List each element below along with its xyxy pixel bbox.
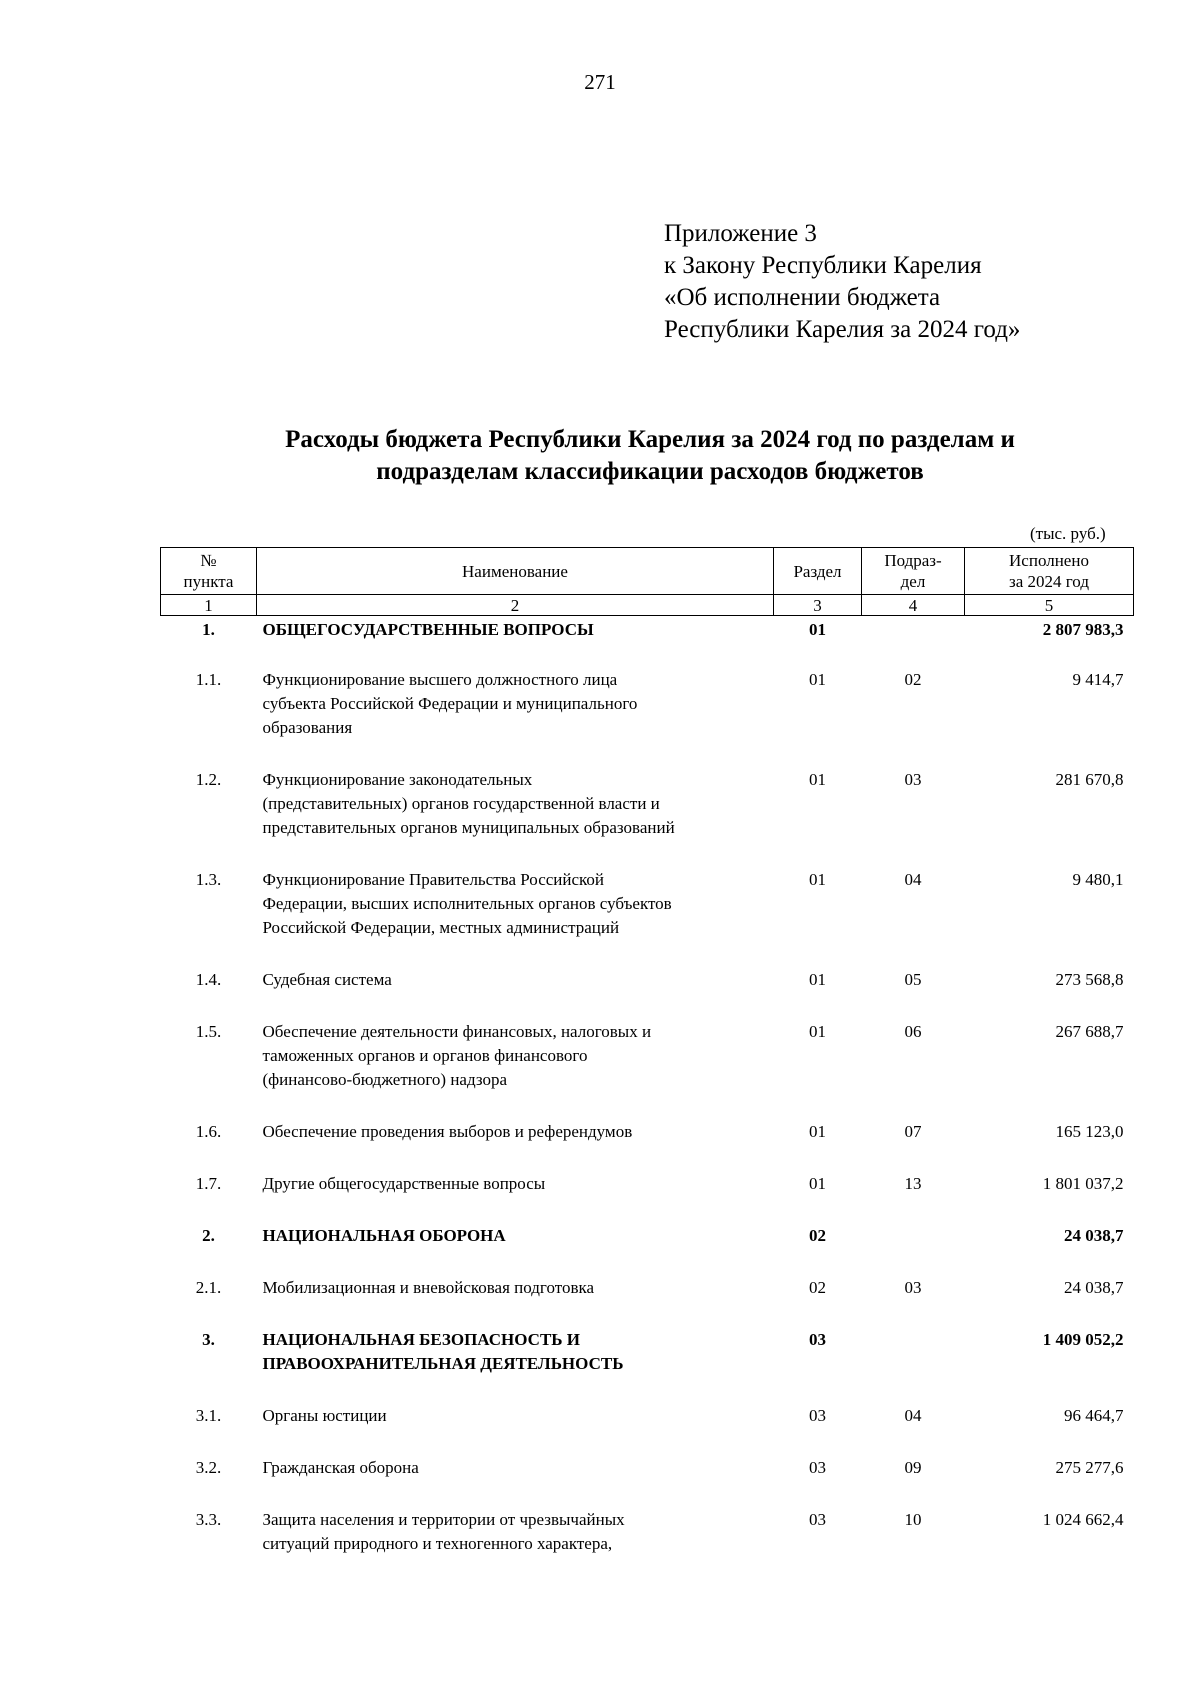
item-number-cell: 1.1. [195, 669, 222, 689]
item-name-cell [257, 668, 774, 768]
item-name-line: субъекта Российской Федерации и муниципального [262, 693, 638, 713]
item-name-line: Обеспечение проведения выборов и референдумов [262, 1121, 633, 1141]
item-number-cell: 3.1. [195, 1405, 222, 1425]
subsection-code-cell: 06 [904, 1021, 922, 1041]
header-subsection-line-2: дел [900, 572, 926, 591]
item-name-cell [257, 1120, 774, 1172]
item-name-cell [257, 616, 774, 668]
executed-amount-cell: 165 123,0 [1055, 1121, 1124, 1141]
item-name-line: ОБЩЕГОСУДАРСТВЕННЫЕ ВОПРОСЫ [262, 620, 594, 639]
item-number-cell: 2.1. [195, 1277, 222, 1297]
table-row [161, 1508, 1134, 1584]
subsection-code-cell: 02 [904, 669, 922, 689]
executed-amount-cell: 9 414,7 [1072, 669, 1124, 689]
section-code-cell: 01 [809, 769, 826, 789]
subsection-code-cell: 04 [904, 869, 922, 889]
table-row [161, 1120, 1134, 1172]
item-name-line: Федерации, высших исполнительных органов субъектов [262, 893, 672, 913]
title-line-1: Расходы бюджета Республики Карелия за 2024 год по разделам и [285, 426, 1015, 453]
item-number-cell: 1.5. [195, 1021, 222, 1041]
appendix-line-2: к Закону Республики Карелия [664, 252, 982, 279]
item-name-line: Российской Федерации, местных администраций [262, 917, 620, 937]
item-name-line: Судебная система [262, 969, 392, 989]
header-item-number-line-1: № [200, 551, 217, 570]
subsection-code-cell [862, 1328, 965, 1404]
item-name-cell [257, 1328, 774, 1404]
page-number: 271 [584, 70, 616, 94]
appendix-line-3: «Об исполнении бюджета [664, 284, 941, 311]
item-name-cell [257, 868, 774, 968]
units-note: (тыс. руб.) [1030, 524, 1106, 543]
section-code-cell: 02 [809, 1277, 826, 1297]
subsection-code-cell: 10 [904, 1509, 922, 1529]
item-name-line: Функционирование Правительства Российской [262, 869, 605, 889]
item-number-cell: 3.2. [195, 1457, 222, 1477]
header-section: Раздел [774, 548, 862, 595]
subsection-code-cell: 13 [904, 1173, 922, 1193]
subsection-code-cell: 07 [904, 1121, 922, 1141]
subsection-code-cell [862, 1224, 965, 1276]
header-executed [965, 548, 1134, 595]
executed-amount-cell: 9 480,1 [1072, 869, 1124, 889]
table-row [161, 616, 1134, 668]
table-row [161, 868, 1134, 968]
table-row [161, 1404, 1134, 1456]
executed-amount-cell: 2 807 983,3 [1042, 620, 1124, 639]
item-name-cell [257, 1020, 774, 1120]
title-line-2: подразделам классификации расходов бюджетов [376, 458, 924, 485]
item-name-line: ПРАВООХРАНИТЕЛЬНАЯ ДЕЯТЕЛЬНОСТЬ [262, 1353, 624, 1373]
table-row [161, 668, 1134, 768]
subsection-code-cell: 03 [904, 769, 922, 789]
item-number-cell: 1.3. [195, 869, 222, 889]
column-number: 3 [774, 595, 862, 616]
executed-amount-cell: 1 409 052,2 [1042, 1329, 1124, 1349]
item-name-cell [257, 1404, 774, 1456]
item-number-cell: 1.6. [195, 1121, 222, 1141]
item-name-cell [257, 768, 774, 868]
column-number: 2 [257, 595, 774, 616]
item-number-cell: 2. [202, 1225, 215, 1245]
header-name: Наименование [257, 548, 774, 595]
item-number-cell: 1.4. [195, 969, 222, 989]
table-body [161, 616, 1134, 1584]
item-name-line: (представительных) органов государственной власти и [262, 793, 660, 813]
header-subsection [862, 548, 965, 595]
table-row [161, 1224, 1134, 1276]
executed-amount-cell: 24 038,7 [1064, 1277, 1124, 1297]
item-name-line: НАЦИОНАЛЬНАЯ БЕЗОПАСНОСТЬ И [262, 1329, 580, 1349]
section-code-cell: 01 [809, 869, 826, 889]
section-code-cell: 01 [809, 620, 826, 639]
section-code-cell: 03 [809, 1405, 826, 1425]
document-title [160, 424, 1140, 488]
item-name-cell [257, 968, 774, 1020]
budget-table [160, 547, 1134, 1584]
subsection-code-cell [862, 616, 965, 668]
subsection-code-cell: 09 [904, 1457, 922, 1477]
item-name-line: (финансово-бюджетного) надзора [262, 1069, 507, 1089]
item-name-line: Органы юстиции [262, 1405, 387, 1425]
appendix-note [664, 218, 1020, 346]
table-row [161, 768, 1134, 868]
executed-amount-cell: 267 688,7 [1055, 1021, 1124, 1041]
item-number-cell: 1.7. [195, 1173, 222, 1193]
item-number-cell: 1.2. [195, 769, 222, 789]
section-code-cell: 01 [809, 1173, 826, 1193]
item-name-line: Функционирование высшего должностного лица [262, 669, 618, 689]
table-row [161, 1276, 1134, 1328]
executed-amount-cell: 24 038,7 [1064, 1225, 1124, 1245]
section-code-cell: 01 [809, 669, 826, 689]
subsection-code-cell: 04 [904, 1405, 922, 1425]
item-name-cell [257, 1456, 774, 1508]
executed-amount-cell: 281 670,8 [1055, 769, 1124, 789]
column-number-row [161, 595, 1134, 616]
table-row [161, 968, 1134, 1020]
header-subsection-line-1: Подраз- [884, 551, 942, 570]
section-code-cell: 03 [809, 1509, 826, 1529]
executed-amount-cell: 96 464,7 [1064, 1405, 1124, 1425]
item-name-line: Мобилизационная и вневойсковая подготовка [262, 1277, 595, 1297]
column-number: 5 [965, 595, 1134, 616]
header-executed-line-1: Исполнено [1009, 551, 1089, 570]
item-name-line: Защита населения и территории от чрезвычайных [262, 1509, 625, 1529]
item-name-line: ситуаций природного и техногенного характера, [262, 1533, 613, 1553]
section-code-cell: 01 [809, 1121, 826, 1141]
section-code-cell: 01 [809, 1021, 826, 1041]
item-name-cell [257, 1172, 774, 1224]
section-code-cell: 03 [809, 1457, 826, 1477]
table-header-row [161, 548, 1134, 595]
subsection-code-cell: 05 [904, 969, 922, 989]
item-name-cell [257, 1276, 774, 1328]
executed-amount-cell: 273 568,8 [1055, 969, 1124, 989]
table-row [161, 1020, 1134, 1120]
item-name-line: Другие общегосударственные вопросы [262, 1173, 546, 1193]
item-name-cell [257, 1508, 774, 1584]
item-name-line: образования [262, 717, 353, 737]
executed-amount-cell: 275 277,6 [1055, 1457, 1124, 1477]
table-row [161, 1328, 1134, 1404]
header-executed-line-2: за 2024 год [1009, 572, 1089, 591]
appendix-line-1: Приложение 3 [664, 220, 817, 247]
section-code-cell: 02 [809, 1225, 826, 1245]
column-number: 4 [862, 595, 965, 616]
table-row [161, 1172, 1134, 1224]
item-number-cell: 3. [202, 1329, 215, 1349]
item-name-line: представительных органов муниципальных образований [262, 817, 675, 837]
subsection-code-cell: 03 [904, 1277, 922, 1297]
executed-amount-cell: 1 024 662,4 [1042, 1509, 1124, 1529]
item-name-line: таможенных органов и органов финансового [262, 1045, 588, 1065]
item-name-line: Обеспечение деятельности финансовых, налоговых и [262, 1021, 652, 1041]
item-name-line: Функционирование законодательных [262, 769, 533, 789]
column-number: 1 [161, 595, 257, 616]
header-item-number-line-2: пункта [183, 572, 234, 591]
executed-amount-cell: 1 801 037,2 [1042, 1173, 1124, 1193]
item-name-line: Гражданская оборона [262, 1457, 419, 1477]
table-row [161, 1456, 1134, 1508]
item-name-line: НАЦИОНАЛЬНАЯ ОБОРОНА [262, 1225, 506, 1245]
header-item-number [161, 548, 257, 595]
item-number-cell: 3.3. [195, 1509, 222, 1529]
section-code-cell: 01 [809, 969, 826, 989]
appendix-line-4: Республики Карелия за 2024 год» [664, 316, 1021, 343]
item-number-cell: 1. [202, 620, 215, 639]
item-name-cell [257, 1224, 774, 1276]
section-code-cell: 03 [809, 1329, 826, 1349]
